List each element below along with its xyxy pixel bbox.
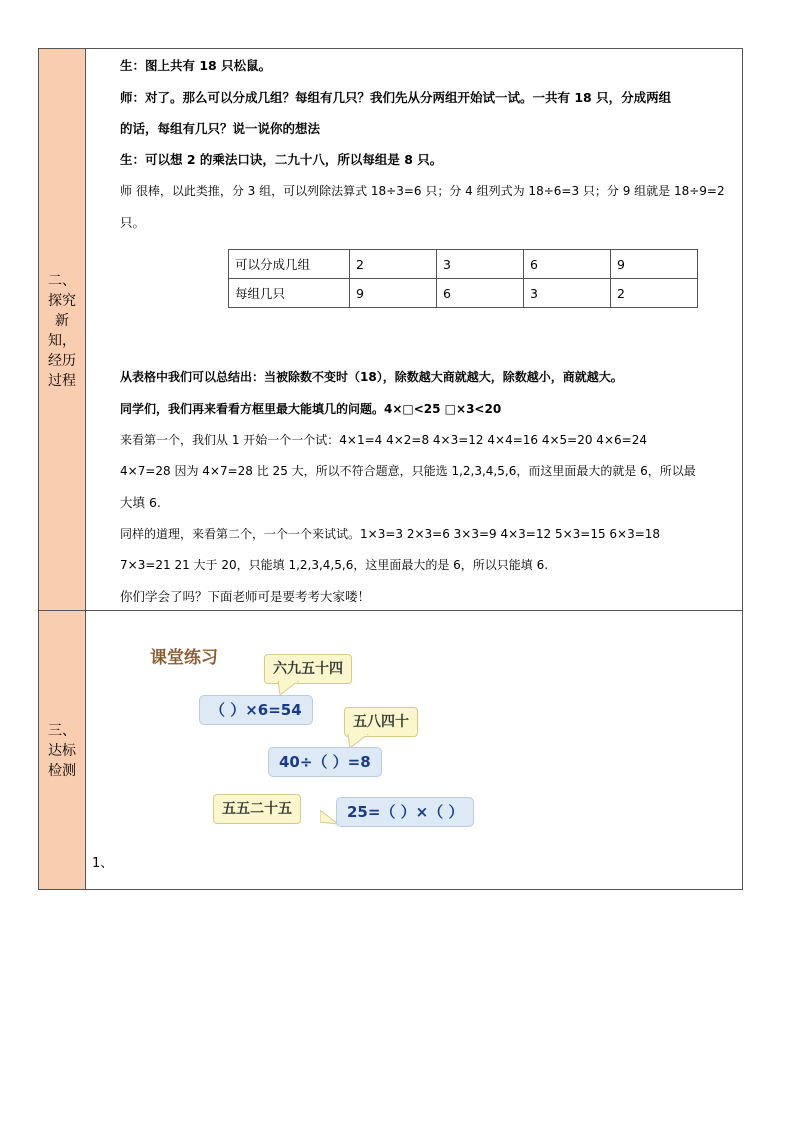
paragraph-first-trial: 来看第一个，我们从 1 开始一个一个试：4×1=4 4×2=8 4×3=12 4×4=16 4×5=20 4×6=24 — [120, 433, 647, 447]
practice-title: 课堂练习 — [150, 648, 218, 668]
paragraph-teacher-1a: 师：对了。那么可以分成几组？每组有几只？我们先从分两组开始试一试。一共有 18 只，分成两组 — [120, 90, 672, 105]
table-cell: 6 — [524, 250, 611, 279]
table-cell: 3 — [437, 250, 524, 279]
section-column — [39, 49, 86, 889]
section-label-explore: 二、 探究 新 知， 经历 过程 — [48, 273, 76, 389]
table-cell: 可以分成几组 — [229, 250, 350, 279]
equation-box-2[interactable]: 40÷（ ）=8 — [268, 747, 382, 777]
table-cell: 2 — [611, 279, 698, 308]
table-row — [229, 250, 698, 279]
equation-box-1[interactable]: （ ）×6=54 — [199, 695, 313, 725]
question-number: 1、 — [92, 856, 114, 871]
table-cell: 9 — [350, 279, 437, 308]
paragraph-first-result-b: 大填 6. — [120, 495, 161, 510]
row-divider — [39, 610, 742, 611]
paragraph-first-result-a: 4×7=28 因为 4×7=28 比 25 大，所以不符合题意，只能选 1,2,3,4,5,6，而这里面最大的就是 6，所以最 — [120, 464, 696, 478]
section-label-test: 三、 达标 检测 — [48, 723, 76, 779]
table-cell: 9 — [611, 250, 698, 279]
paragraph-second-result: 7×3=21 21 大于 20，只能填 1,2,3,4,5,6，这里面最大的是 6，所以只能填 6. — [120, 558, 549, 572]
paragraph-teacher-2b: 只。 — [120, 215, 146, 230]
table-cell: 2 — [350, 250, 437, 279]
hint-bubble-3: 五五二十五 — [213, 794, 301, 824]
paragraph-student-2: 生：可以想 2 的乘法口诀，二九十八，所以每组是 8 只。 — [120, 152, 443, 167]
paragraph-teacher-2a: 师 很棒，以此类推，分 3 组，可以列除法算式 18÷3=6 只；分 4 组列式为 18÷6=3 只；分 9 组就是 18÷9=2 — [120, 184, 725, 198]
paragraph-box-question: 同学们，我们再来看看方框里最大能填几的问题。4×□<25 □×3<20 — [120, 402, 502, 416]
paragraph-teacher-1b: 的话，每组有几只？说一说你的想法 — [120, 121, 321, 136]
hint-bubble-2: 五八四十 — [344, 707, 418, 737]
table-row — [229, 279, 698, 308]
table-cell: 6 — [437, 279, 524, 308]
table-cell: 每组几只 — [229, 279, 350, 308]
paragraph-second-trial: 同样的道理，来看第二个，一个一个来试试。1×3=3 2×3=6 3×3=9 4×3=12 5×3=15 6×3=18 — [120, 527, 661, 541]
equation-box-3[interactable]: 25=（ ）×（ ） — [336, 797, 474, 827]
paragraph-closing: 你们学会了吗？下面老师可是要考考大家喽！ — [120, 589, 371, 604]
table-cell: 3 — [524, 279, 611, 308]
hint-bubble-1: 六九五十四 — [264, 654, 352, 684]
groups-table — [228, 249, 698, 308]
paragraph-summary: 从表格中我们可以总结出：当被除数不变时（18），除数越大商就越大，除数越小，商就越大。 — [120, 370, 623, 384]
paragraph-student-1: 生：图上共有 18 只松鼠。 — [120, 58, 272, 73]
